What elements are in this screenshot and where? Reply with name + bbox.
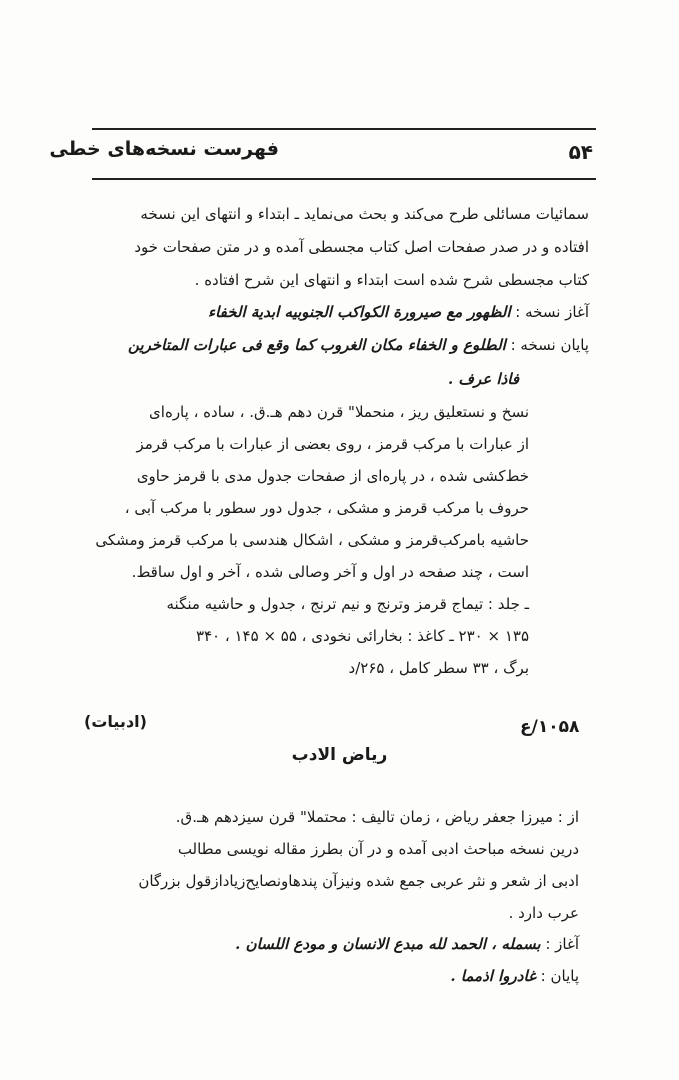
header-rule-top: [92, 128, 596, 130]
entry1-desc-line: از عبارات با مرکب قرمز ، روی بعضی از عبارات با مرکب قرمز: [136, 435, 529, 453]
header-rule-bottom: [92, 178, 596, 180]
entry1-start-label: آغاز نسخه :: [515, 303, 589, 321]
entry2-end-label: پایان :: [540, 967, 579, 985]
entry1-start: [208, 302, 589, 322]
entry1-end-text-cont: فاذا عرف .: [447, 370, 519, 388]
entry1-line: سمائیات مسائلی طرح می‌کند و بحث می‌نماید ـ ابتداء و انتهای این نسخه: [140, 205, 589, 223]
entry2-shelfmark: ۱۰۵۸/ع: [520, 717, 580, 737]
entry1-desc-line: حاشیه بامرکب‌قرمز و مشکی ، اشکال هندسی با مرکب قرمز ومشکی: [95, 531, 529, 549]
entry2-line: درین نسخه مباحث ادبی آمده و در آن بطرز مقاله نویسی مطالب: [177, 840, 579, 858]
entry2-start-label: آغاز :: [545, 935, 579, 953]
entry1-line: کتاب مجسطی شرح شده است ابتداء و انتهای این شرح افتاده .: [194, 271, 589, 289]
entry2-end-text: غادروا اذمما .: [450, 967, 536, 985]
page-number: ۵۴: [568, 140, 593, 164]
entry2-start-text: بسمله ، الحمد لله مبدع الانسان و مودع اللسان .: [235, 935, 541, 953]
entry2-title: ریاض الادب: [291, 745, 388, 765]
entry1-end-text: الطلوع و الخفاء مکان الغروب کما وقع فی عبارات المتاخرین: [128, 336, 506, 354]
entry1-desc-line: ۱۳۵ × ۲۳۰ ـ کاغذ : بخارائی نخودی ، ۵۵ × ۱۴۵ ، ۳۴۰: [195, 627, 529, 645]
entry2-line: ادبی از شعر و نثر عربی جمع شده ونیزآن پندهاونصایح‌زیادازقول بزرگان: [138, 872, 579, 890]
entry1-line: افتاده و در صدر صفحات اصل کتاب مجسطی آمده و در متن صفحات خود: [134, 238, 589, 256]
entry2-start: [235, 934, 579, 954]
entry1-start-text: الظهور مع صیرورة الکواکب الجنوبیه ابدیة الخفاء: [208, 303, 511, 321]
entry2-end: [450, 966, 579, 986]
entry1-desc-line: خط‌کشی شده ، در پاره‌ای از صفحات جدول مدی با قرمز حاوی: [136, 467, 529, 485]
running-header-title: فهرست نسخه‌های خطی: [49, 138, 279, 160]
entry1-desc-line: نسخ و نستعلیق ریز ، منحملا" قرن دهم هـ.ق. ، ساده ، پاره‌ای: [149, 403, 529, 421]
entry1-desc-line: ـ جلد : تیماج قرمز وترنج و نیم ترنج ، جدول و حاشیه منگنه: [166, 595, 529, 613]
entry1-desc-line: است ، چند صفحه در اول و آخر وصالی شده ، آخر و اول ساقط.: [131, 563, 529, 581]
entry2-line: عرب دارد .: [508, 904, 579, 922]
entry1-end-label: پایان نسخه :: [510, 336, 589, 354]
entry1-desc-line: حروف با مرکب قرمز و مشکی ، جدول دور سطور با مرکب آبی ،: [124, 499, 529, 517]
entry1-end: [128, 335, 589, 355]
entry2-line: از : میرزا جعفر ریاض ، زمان تالیف : محتملا" قرن سیزدهم هـ.ق.: [175, 808, 579, 826]
entry2-category: (ادبیات): [84, 712, 147, 731]
entry1-desc-line: برگ ، ۳۳ سطر کامل ، ۲۶۵/د: [348, 659, 529, 677]
